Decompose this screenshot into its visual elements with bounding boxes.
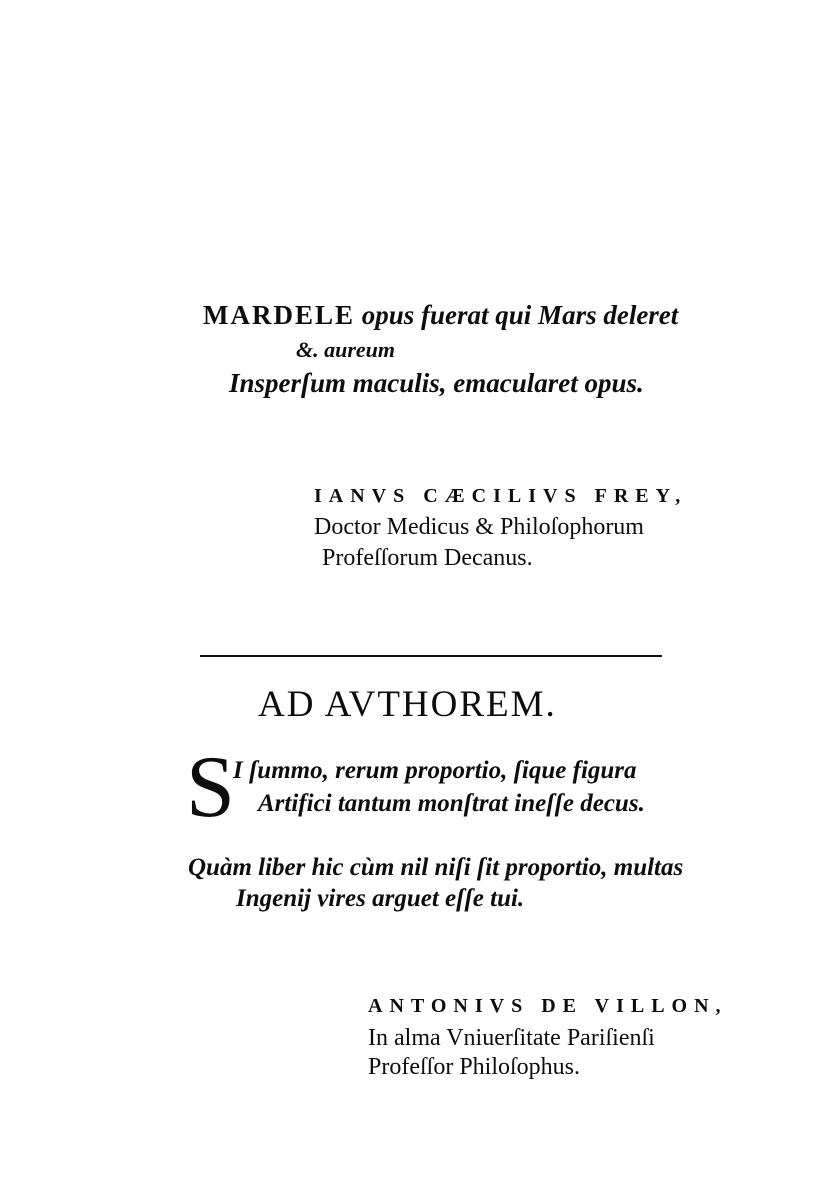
horizontal-rule bbox=[200, 655, 662, 657]
poem2-line3: Quàm liber hic cùm nil niſi ſit proportio, multas bbox=[188, 854, 684, 881]
drop-cap: S bbox=[186, 739, 235, 836]
signature2-name: ANTONIVS DE VILLON, bbox=[368, 995, 728, 1017]
poem1-line1-text: opus fuerat qui Mars deleret bbox=[361, 300, 679, 330]
poem1-line3: Insperſum maculis, emacularet opus. bbox=[229, 368, 644, 398]
signature1-title: Doctor Medicus & Philoſophorum bbox=[314, 514, 644, 540]
signature2-role: Profeſſor Philoſophus. bbox=[368, 1054, 581, 1080]
section-heading: AD AVTHOREM. bbox=[258, 684, 557, 725]
poem1-line1 bbox=[203, 302, 678, 329]
poem2-line4: Ingenij vires arguet eſſe tui. bbox=[236, 885, 525, 912]
signature1-name: IANVS CÆCILIVS FREY, bbox=[314, 485, 688, 507]
signature1-role: Profeſſorum Decanus. bbox=[322, 545, 533, 571]
signature2-title: In alma Vniuerſitate Pariſienſi bbox=[368, 1025, 655, 1051]
poem1-line2: &. aureum bbox=[296, 337, 396, 362]
poem2-line2: Artifici tantum monſtrat ineſſe decus. bbox=[258, 790, 645, 817]
poem2-line1: I ſummo, rerum proportio, ſique figura bbox=[233, 757, 637, 784]
poem1-smallcaps: MARDELE bbox=[203, 300, 356, 330]
